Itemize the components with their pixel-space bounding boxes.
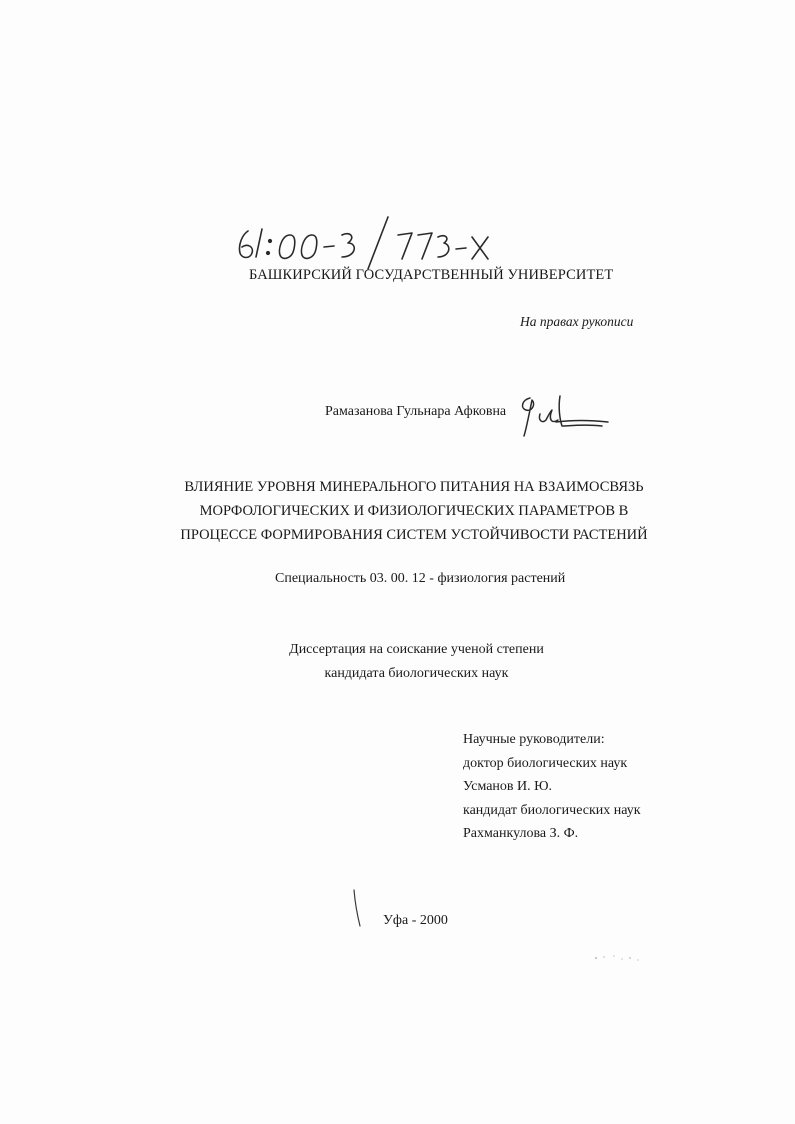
city-year: Уфа - 2000 xyxy=(383,913,448,928)
degree-statement xyxy=(200,638,633,686)
dissertation-title xyxy=(120,475,708,547)
degree-line: кандидата биологических наук xyxy=(324,666,509,681)
author-signature xyxy=(512,390,612,440)
author-name: Рамазанова Гульнара Афковна xyxy=(325,404,507,419)
handwritten-archive-code xyxy=(232,213,492,273)
title-line: ПРОЦЕССЕ ФОРМИРОВАНИЯ СИСТЕМ УСТОЙЧИВОСТИ РАСТЕНИЙ xyxy=(180,527,648,543)
advisor-name: Рахманкулова З. Ф. xyxy=(463,826,579,841)
advisors-block xyxy=(463,728,641,846)
advisors-heading: Научные руководители: xyxy=(463,732,605,747)
advisor-degree: кандидат биологических наук xyxy=(463,802,641,818)
title-line: МОРФОЛОГИЧЕСКИХ И ФИЗИОЛОГИЧЕСКИХ ПАРАМЕТРОВ В xyxy=(199,503,629,519)
university-name: БАШКИРСКИЙ ГОСУДАРСТВЕННЫЙ УНИВЕРСИТЕТ xyxy=(249,267,614,283)
scan-speckles xyxy=(592,952,642,964)
advisor-name: Усманов И. Ю. xyxy=(463,779,553,794)
degree-line: Диссертация на соискание ученой степени xyxy=(289,642,544,657)
stray-pen-mark xyxy=(350,888,364,928)
title-line: ВЛИЯНИЕ УРОВНЯ МИНЕРАЛЬНОГО ПИТАНИЯ НА ВЗАИМОСВЯЗЬ xyxy=(184,479,644,495)
advisor-degree: доктор биологических наук xyxy=(463,755,628,771)
manuscript-rights-note: На правах рукописи xyxy=(520,314,634,329)
specialty-line: Специальность 03. 00. 12 - физиология растений xyxy=(275,571,566,586)
